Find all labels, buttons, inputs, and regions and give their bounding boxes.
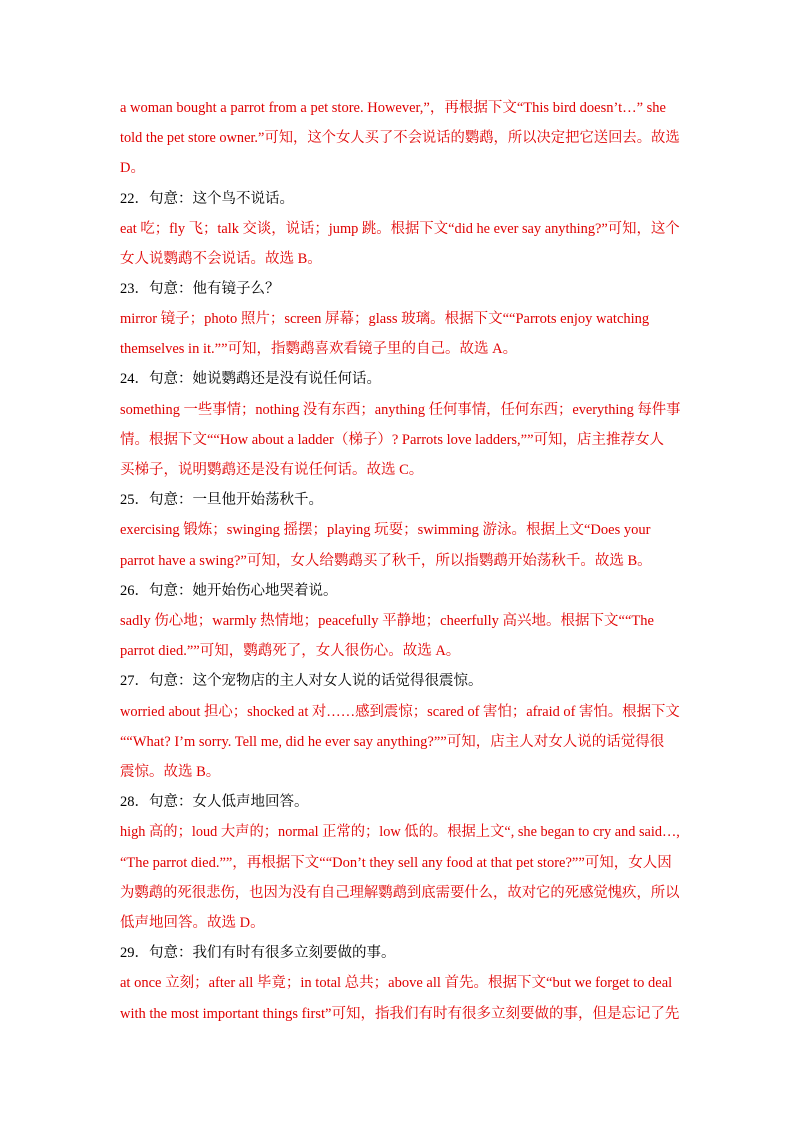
question-heading: 22．句意：这个鸟不说话。 [120, 191, 294, 207]
text-line: 女人说鹦鹉不会说话。故选 B。 [120, 251, 322, 267]
text-line: mirror 镜子；photo 照片；screen 屏幕；glass 玻璃。根据下文““Parrots enjoy watching [120, 311, 650, 327]
text-line: “The parrot died.””，再根据下文““Don’t they sell any food at that pet store?””可知，女人因 [120, 855, 672, 871]
text-line: parrot died.””可知，鹦鹉死了，女人很伤心。故选 A。 [120, 643, 461, 659]
text-line: worried about 担心；shocked at 对……感到震惊；scared of 害怕；afraid of 害怕。根据下文 [120, 704, 680, 720]
question-heading: 29．句意：我们有时有很多立刻要做的事。 [120, 945, 396, 961]
question-heading: 23．句意：他有镜子么？ [120, 281, 280, 297]
text-line: ““What? I’m sorry. Tell me, did he ever say anything?””可知，店主人对女人说的话觉得很 [120, 734, 665, 750]
text-line: exercising 锻炼；swinging 摇摆；playing 玩耍；swimming 游泳。根据上文“Does your [120, 522, 651, 538]
text-line: parrot have a swing?”可知，女人给鹦鹉买了秋千，所以指鹦鹉开始荡秋千。故选 B。 [120, 553, 652, 569]
text-line: something 一些事情；nothing 没有东西；anything 任何事情，任何东西；everything 每件事 [120, 402, 681, 418]
text-line: themselves in it.””可知，指鹦鹉喜欢看镜子里的自己。故选 A。 [120, 341, 518, 357]
text-line: high 高的；loud 大声的；normal 正常的；low 低的。根据上文“, she began to cry and said…, [120, 824, 680, 840]
text-line: 买梯子，说明鹦鹉还是没有说任何话。故选 C。 [120, 462, 424, 478]
text-line: told the pet store owner.”可知，这个女人买了不会说话的鹦鹉，所以决定把它送回去。故选 [120, 130, 680, 146]
text-line: at once 立刻；after all 毕竟；in total 总共；above all 首先。根据下文“but we forget to deal [120, 975, 673, 991]
question-heading: 26．句意：她开始伤心地哭着说。 [120, 583, 338, 599]
question-heading: 24．句意：她说鹦鹉还是没有说任何话。 [120, 371, 381, 387]
text-line: D。 [120, 160, 145, 176]
question-heading: 28．句意：女人低声地回答。 [120, 794, 309, 810]
text-line: with the most important things first”可知，指我们有时有很多立刻要做的事，但是忘记了先 [120, 1006, 680, 1022]
text-line: sadly 伤心地；warmly 热情地；peacefully 平静地；cheerfully 高兴地。根据下文““The [120, 613, 654, 629]
text-line: 情。根据下文““How about a ladder（梯子）? Parrots love ladders,””可知，店主推荐女人 [120, 432, 665, 448]
text-line: a woman bought a parrot from a pet store. However,”，再根据下文“This bird doesn’t…” she [120, 100, 666, 116]
text-line: 震惊。故选 B。 [120, 764, 221, 780]
question-heading: 25．句意：一旦他开始荡秋千。 [120, 492, 323, 508]
text-line: 为鹦鹉的死很悲伤，也因为没有自己理解鹦鹉到底需要什么，故对它的死感觉愧疚，所以 [120, 885, 680, 901]
text-line: 低声地回答。故选 D。 [120, 915, 265, 931]
text-line: eat 吃；fly 飞；talk 交谈，说话；jump 跳。根据下文“did he ever say anything?”可知，这个 [120, 221, 680, 237]
question-heading: 27．句意：这个宠物店的主人对女人说的话觉得很震惊。 [120, 673, 483, 689]
